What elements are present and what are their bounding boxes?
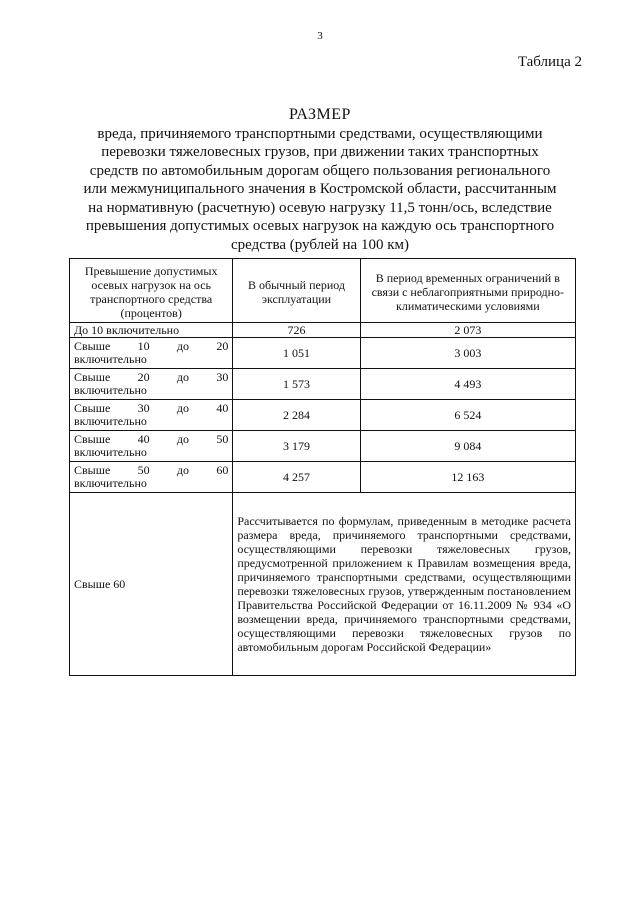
damage-table — [69, 258, 576, 676]
range-from: 10 — [137, 339, 150, 353]
row-label — [70, 338, 233, 369]
range-from: 40 — [137, 432, 150, 446]
heading-line: средства (рублей на 100 км) — [231, 236, 409, 253]
row-label: Свыше 60 — [70, 493, 233, 676]
formula-note: Рассчитывается по формулам, приведенным в методике расчета размера вреда, причиняемого транспортными средствами, осуществляющими перевозки тяжеловесных грузов, предусмотренной приложением к Правилам возмещения вреда, причиняемого транспортными средствами, осуществляющими перевозки тяжеловесных грузов, утвержденным постановлением Правительства Российской Федерации от 16.11.2009 № 934 «О возмещении вреда, причиняемого транспортными средствами, осуществляющими перевозки тяжеловесных грузов по автомобильным дорогам Российской Федерации» — [233, 493, 576, 676]
document-heading — [60, 106, 580, 254]
row-label — [70, 369, 233, 400]
range-from: 20 — [137, 370, 150, 384]
range-suffix: включительно — [74, 352, 147, 366]
range-from: 50 — [137, 463, 150, 477]
range-to: 30 — [216, 370, 229, 384]
range-suffix: включительно — [74, 445, 147, 459]
heading-line: вреда, причиняемого транспортными средствами, осуществляющими — [97, 125, 543, 142]
range-from-word: Свыше — [74, 432, 111, 446]
page-number: 3 — [317, 30, 323, 42]
row-label: До 10 включительно — [70, 323, 233, 338]
row-label — [70, 400, 233, 431]
range-to: 50 — [216, 432, 229, 446]
range-suffix: включительно — [74, 383, 147, 397]
table-label: Таблица 2 — [517, 54, 582, 70]
table-header-row — [70, 259, 576, 323]
range-to-word: до — [176, 339, 190, 353]
table-row — [70, 462, 576, 493]
range-from-word: Свыше — [74, 463, 111, 477]
heading-title: РАЗМЕР — [289, 106, 351, 123]
heading-line: или межмуниципального значения в Костромской области, рассчитанным — [83, 181, 557, 197]
table-row — [70, 493, 576, 676]
range-from-word: Свыше — [74, 370, 111, 384]
range-to: 40 — [216, 401, 229, 415]
table-row — [70, 400, 576, 431]
cell-restricted: 6 524 — [360, 400, 575, 431]
cell-restricted: 2 073 — [360, 323, 575, 338]
row-label — [70, 462, 233, 493]
cell-restricted: 4 493 — [360, 369, 575, 400]
heading-line: на нормативную (расчетную) осевую нагрузку 11,5 тонн/ось, вследствие — [88, 199, 552, 216]
range-to-word: до — [176, 401, 190, 415]
cell-restricted: 9 084 — [360, 431, 575, 462]
table-row — [70, 369, 576, 400]
cell-normal: 4 257 — [233, 462, 360, 493]
cell-restricted: 12 163 — [360, 462, 575, 493]
cell-normal: 3 179 — [233, 431, 360, 462]
heading-line: средств по автомобильным дорогам общего пользования регионального — [89, 162, 551, 179]
range-to-word: до — [176, 463, 190, 477]
cell-normal: 1 573 — [233, 369, 360, 400]
cell-normal: 1 051 — [233, 338, 360, 369]
table-row — [70, 323, 576, 338]
range-to: 20 — [216, 339, 229, 353]
table-row — [70, 338, 576, 369]
cell-restricted: 3 003 — [360, 338, 575, 369]
cell-normal: 2 284 — [233, 400, 360, 431]
range-to-word: до — [176, 432, 190, 446]
range-from-word: Свыше — [74, 339, 111, 353]
header-overload: Превышение допустимых осевых нагрузок на ось транспортного средства (процентов) — [70, 259, 233, 323]
cell-normal: 726 — [233, 323, 360, 338]
header-restricted-period: В период временных ограничений в связи с неблагоприятными природно-климатическими условиями — [360, 259, 575, 323]
range-to-word: до — [176, 370, 190, 384]
row-label — [70, 431, 233, 462]
range-suffix: включительно — [74, 414, 147, 428]
range-from-word: Свыше — [74, 401, 111, 415]
header-normal-period: В обычный период эксплуатации — [233, 259, 360, 323]
range-from: 30 — [137, 401, 150, 415]
range-to: 60 — [216, 463, 229, 477]
range-suffix: включительно — [74, 476, 147, 490]
heading-line: превышения допустимых осевых нагрузок на каждую ось транспортного — [85, 218, 555, 234]
heading-line: перевозки тяжеловесных грузов, при движении таких транспортных — [101, 144, 539, 160]
table-row — [70, 431, 576, 462]
